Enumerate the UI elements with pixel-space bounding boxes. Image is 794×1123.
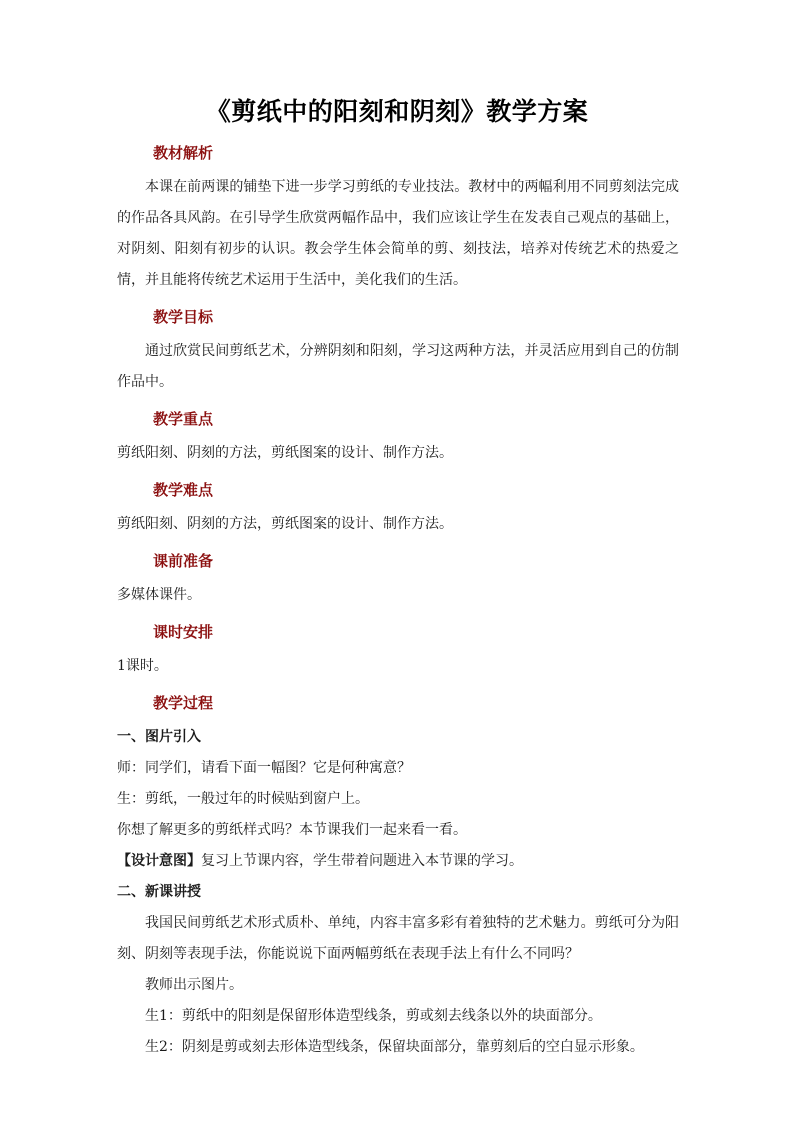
heading-schedule: 课时安排 bbox=[153, 623, 214, 641]
subheading-new-lesson: 二、新课讲授 bbox=[117, 884, 201, 900]
paragraph-difficulties: 剪纸阳刻、阴刻的方法，剪纸图案的设计、制作方法。 bbox=[117, 516, 453, 532]
heading-difficulties: 教学难点 bbox=[153, 481, 214, 499]
line-teacher-show: 教师出示图片。 bbox=[145, 977, 243, 993]
line-design-intent-1 bbox=[117, 846, 679, 877]
design-intent-label: 【设计意图】 bbox=[117, 853, 201, 869]
line-teacher-question: 师：同学们，请看下面一幅图？它是何种寓意？ bbox=[117, 760, 411, 776]
paragraph-goals: 通过欣赏民间剪纸艺术，分辨阴刻和阳刻，学习这两种方法，并灵活应用到自己的仿制作品中。 bbox=[117, 343, 679, 390]
line-student-answer: 生：剪纸，一般过年的时候贴到窗户上。 bbox=[117, 791, 369, 807]
heading-goals: 教学目标 bbox=[153, 308, 214, 326]
line-invite-question: 你想了解更多的剪纸样式吗？本节课我们一起来看一看。 bbox=[117, 822, 467, 838]
paragraph-schedule: 1课时。 bbox=[117, 658, 168, 674]
document-body bbox=[117, 143, 679, 1063]
paragraph-analysis: 本课在前两课的铺垫下进一步学习剪纸的专业技法。教材中的两幅利用不同剪刻法完成的作品各具风韵。在引导学生欣赏两幅作品中，我们应该让学生在发表自己观点的基础上，对阴刻、阳刻有初步的认识。教会学生体会简单的剪、刻技法，培养对传统艺术的热爱之情，并且能将传统艺术运用于生活中，美化我们的生活。 bbox=[117, 179, 679, 288]
design-intent-text: 复习上节课内容，学生带着问题进入本节课的学习。 bbox=[201, 853, 523, 869]
heading-process: 教学过程 bbox=[153, 694, 214, 712]
paragraph-new-lesson-intro: 我国民间剪纸艺术形式质朴、单纯，内容丰富多彩有着独特的艺术魅力。剪纸可分为阳刻、阴刻等表现手法，你能说说下面两幅剪纸在表现手法上有什么不同吗？ bbox=[117, 915, 679, 962]
line-student-1: 生1：剪纸中的阳刻是保留形体造型线条，剪或刻去线条以外的块面部分。 bbox=[145, 1008, 602, 1024]
subheading-picture-intro: 一、图片引入 bbox=[117, 729, 201, 745]
document-title: 《剪纸中的阳刻和阴刻》教学方案 bbox=[205, 97, 589, 126]
heading-preparation: 课前准备 bbox=[153, 552, 214, 570]
line-student-2: 生2：阴刻是剪或刻去形体造型线条，保留块面部分，靠剪刻后的空白显示形象。 bbox=[145, 1039, 644, 1055]
paragraph-preparation: 多媒体课件。 bbox=[117, 587, 201, 603]
heading-analysis: 教材解析 bbox=[153, 144, 214, 162]
paragraph-key-points: 剪纸阳刻、阴刻的方法，剪纸图案的设计、制作方法。 bbox=[117, 445, 453, 461]
heading-key-points: 教学重点 bbox=[153, 410, 214, 428]
